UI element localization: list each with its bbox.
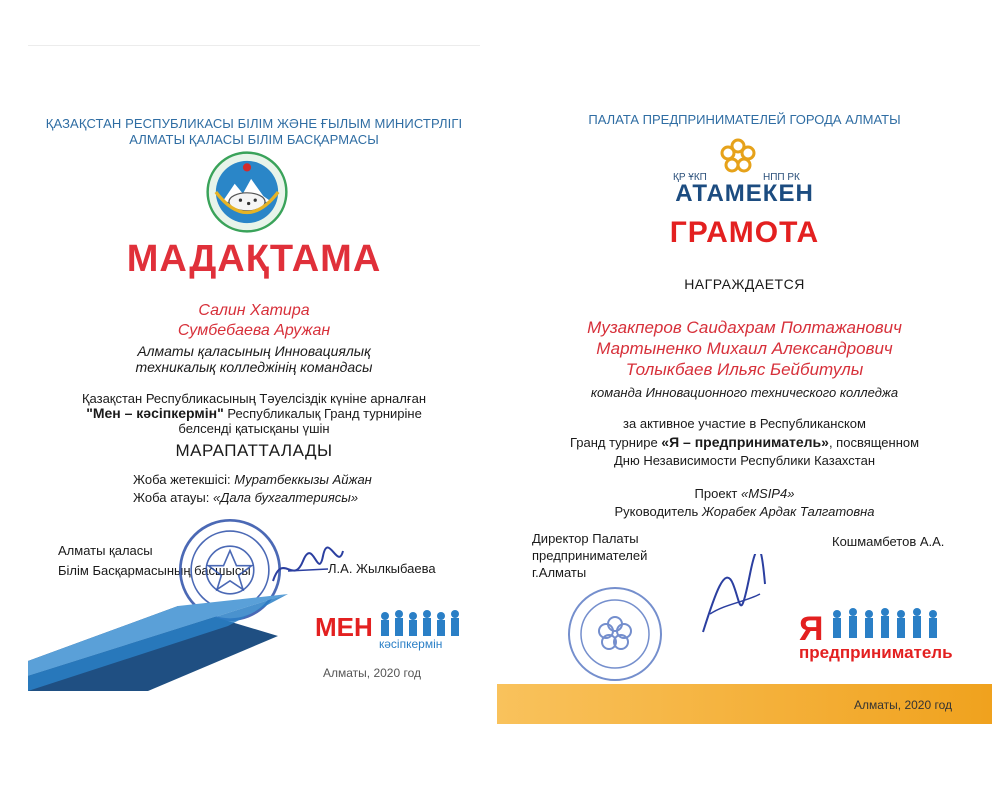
award-verb: МАРАПАТТАЛАДЫ <box>175 441 333 460</box>
awardee-name: Салин Хатира <box>198 302 310 319</box>
ministry-line: ҚАЗАҚСТАН РЕСПУБЛИКАСЫ БІЛІМ ЖӘНЕ ҒЫЛЫМ МИНИСТРЛІГІ <box>45 116 463 131</box>
certificate-title: ГРАМОТА <box>669 216 820 249</box>
reason-text: , посвященном <box>828 435 920 450</box>
project-row <box>497 485 992 503</box>
reason-line: за активное участие в Республиканском <box>623 416 866 431</box>
chamber-stamp-icon <box>565 584 665 684</box>
reason-line: Қазақстан Республикасының Тәуелсіздік күніне арналған <box>81 391 427 406</box>
awardee-name: Сумбебаева Аружан <box>177 322 331 339</box>
ya-predprinimatel-logo <box>797 604 957 666</box>
lead-name: Жорабек Ардак Талгатовна <box>701 504 875 519</box>
awardee-name: Толыкбаев Ильяс Бейбитулы <box>625 360 864 379</box>
awardee-names <box>28 301 480 341</box>
logo-subtitle: кәсіпкермін <box>379 637 443 651</box>
issuer-title: Білім Басқармасының басшысы <box>58 563 251 578</box>
brand-tag-right: НПП РК <box>763 172 800 183</box>
lead-row <box>497 503 992 521</box>
project-meta <box>497 485 992 521</box>
certificate-title: МАДАҚТАМА <box>126 238 382 280</box>
award-reason <box>497 415 992 470</box>
director-line: предпринимателей <box>532 548 648 563</box>
director-line: г.Алматы <box>532 565 587 580</box>
reason-text: Республикалық Гранд турниріне <box>223 406 422 421</box>
award-verb: НАГРАЖДАЕТСЯ <box>684 276 805 292</box>
project-row <box>133 489 372 507</box>
reason-line <box>497 433 992 452</box>
project-name: «Дала бухгалтериясы» <box>212 490 359 505</box>
issuer-city: Алматы қаласы <box>58 543 153 558</box>
chamber-header: ПАЛАТА ПРЕДПРИНИМАТЕЛЕЙ ГОРОДА АЛМАТЫ <box>588 112 901 127</box>
project-label: Проект <box>694 486 741 501</box>
awardee-name: Мартыненко Михаил Александрович <box>596 339 893 358</box>
lead-label: Руководитель <box>614 504 702 519</box>
reason-line <box>28 406 480 421</box>
logo-word: МЕН <box>315 612 373 642</box>
team-line: Алматы қаласының Инновациялық <box>137 343 371 359</box>
project-name: «MSIP4» <box>740 486 795 501</box>
project-label: Жоба атауы: <box>133 490 213 505</box>
tournament-name: "Мен – кәсіпкермін" <box>86 405 224 421</box>
supervisor-label: Жоба жетекшісі: <box>133 472 235 487</box>
team-description <box>28 343 480 375</box>
right-certificate <box>497 52 992 724</box>
director-block <box>532 530 647 581</box>
team-line: техникалық колледжінің командасы <box>135 359 373 375</box>
project-meta <box>133 471 372 507</box>
brand-tag-left: ҚР ҰКП <box>673 172 707 183</box>
brand-name: АТАМЕКЕН <box>675 180 814 207</box>
supervisor-row <box>133 471 372 489</box>
footer-place-date: Алматы, 2020 год <box>853 698 952 712</box>
almaty-emblem <box>206 151 288 233</box>
logo-subtitle: предприниматель <box>799 643 953 662</box>
logo-word: Я <box>799 610 824 648</box>
supervisor-name: Муратбеккызы Айжан <box>234 472 372 487</box>
department-line: АЛМАТЫ ҚАЛАСЫ БІЛІМ БАСҚАРМАСЫ <box>129 132 379 147</box>
awardee-name: Музакперов Саидахрам Полтажанович <box>587 318 902 337</box>
decorative-swoosh <box>28 566 480 691</box>
reason-text: Гранд турнире <box>569 435 662 450</box>
signature-icon <box>695 554 770 636</box>
tournament-name: «Я – предприниматель» <box>661 434 829 450</box>
reason-line: Дню Независимости Республики Казахстан <box>614 453 875 468</box>
signer-name: Л.А. Жылкыбаева <box>328 561 436 576</box>
reason-line: белсенді қатысқаны үшін <box>178 421 330 436</box>
director-line: Директор Палаты <box>532 531 639 546</box>
team-description: команда Инновационного технического колледжа <box>590 385 899 400</box>
left-certificate <box>28 45 480 691</box>
ministry-header <box>28 116 480 148</box>
atameken-flower-icon <box>715 138 761 178</box>
signer-name: Кошмамбетов А.А. <box>832 534 945 549</box>
award-reason <box>28 391 480 436</box>
awardee-names <box>497 317 992 380</box>
footer-place-date: Алматы, 2020 год <box>323 666 422 680</box>
